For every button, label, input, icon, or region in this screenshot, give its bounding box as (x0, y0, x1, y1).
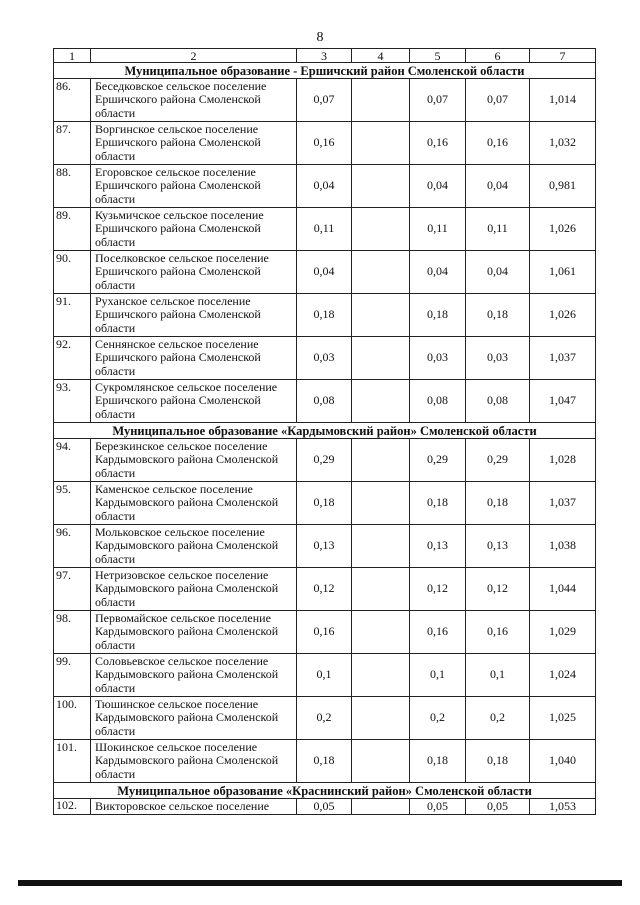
value-col7: 1,038 (530, 525, 596, 568)
value-col5: 0,18 (410, 482, 466, 525)
value-col3: 0,07 (297, 79, 352, 122)
settlement-name: Беседковское сельское поселение Ершичского района Смоленской области (91, 79, 297, 122)
value-col3: 0,2 (297, 697, 352, 740)
settlement-name: Сеннянское сельское поселение Ершичского района Смоленской области (91, 337, 297, 380)
column-number: 6 (466, 49, 530, 63)
value-col7: 1,026 (530, 294, 596, 337)
value-col5: 0,29 (410, 439, 466, 482)
value-col7: 1,040 (530, 740, 596, 783)
row-number: 101. (54, 740, 91, 783)
value-col4 (352, 654, 410, 697)
column-number: 2 (91, 49, 297, 63)
value-col6: 0,04 (466, 165, 530, 208)
value-col6: 0,05 (466, 799, 530, 815)
value-col7: 1,024 (530, 654, 596, 697)
section-header-row (54, 783, 596, 799)
value-col4 (352, 79, 410, 122)
value-col3: 0,18 (297, 294, 352, 337)
table-row (54, 654, 596, 697)
value-col5: 0,04 (410, 251, 466, 294)
settlement-name: Березкинское сельское поселение Кардымовского района Смоленской области (91, 439, 297, 482)
table-row (54, 208, 596, 251)
value-col3: 0,05 (297, 799, 352, 815)
value-col7: 1,053 (530, 799, 596, 815)
value-col3: 0,13 (297, 525, 352, 568)
section-title: Муниципальное образование - Ершичский район Смоленской области (54, 63, 596, 79)
table-row (54, 294, 596, 337)
value-col5: 0,16 (410, 122, 466, 165)
row-number: 93. (54, 380, 91, 423)
value-col5: 0,12 (410, 568, 466, 611)
settlement-name: Руханское сельское поселение Ершичского района Смоленской области (91, 294, 297, 337)
settlement-name: Поселковское сельское поселение Ершичского района Смоленской области (91, 251, 297, 294)
table-row (54, 165, 596, 208)
settlement-name: Воргинское сельское поселение Ершичского района Смоленской области (91, 122, 297, 165)
row-number: 99. (54, 654, 91, 697)
value-col7: 1,014 (530, 79, 596, 122)
value-col5: 0,18 (410, 740, 466, 783)
row-number: 90. (54, 251, 91, 294)
table-row (54, 337, 596, 380)
value-col6: 0,08 (466, 380, 530, 423)
value-col5: 0,18 (410, 294, 466, 337)
column-number: 5 (410, 49, 466, 63)
value-col4 (352, 165, 410, 208)
value-col4 (352, 294, 410, 337)
row-number: 98. (54, 611, 91, 654)
value-col6: 0,11 (466, 208, 530, 251)
value-col5: 0,07 (410, 79, 466, 122)
table-row (54, 740, 596, 783)
value-col6: 0,18 (466, 740, 530, 783)
value-col3: 0,03 (297, 337, 352, 380)
row-number: 87. (54, 122, 91, 165)
value-col7: 1,026 (530, 208, 596, 251)
settlement-name: Каменское сельское поселение Кардымовского района Смоленской области (91, 482, 297, 525)
value-col4 (352, 337, 410, 380)
section-header-row (54, 63, 596, 79)
settlements-table (53, 48, 596, 815)
section-title: Муниципальное образование «Краснинский район» Смоленской области (54, 783, 596, 799)
settlement-name: Викторовское сельское поселение (91, 799, 297, 815)
table-row (54, 799, 596, 815)
value-col4 (352, 208, 410, 251)
settlement-name: Кузьмичское сельское поселение Ершичского района Смоленской области (91, 208, 297, 251)
row-number: 92. (54, 337, 91, 380)
value-col3: 0,18 (297, 740, 352, 783)
column-number-row (54, 49, 596, 63)
value-col6: 0,18 (466, 482, 530, 525)
value-col7: 1,028 (530, 439, 596, 482)
value-col4 (352, 525, 410, 568)
row-number: 88. (54, 165, 91, 208)
value-col5: 0,1 (410, 654, 466, 697)
value-col3: 0,16 (297, 122, 352, 165)
value-col7: 1,032 (530, 122, 596, 165)
value-col6: 0,1 (466, 654, 530, 697)
value-col6: 0,16 (466, 611, 530, 654)
value-col4 (352, 697, 410, 740)
table-row (54, 79, 596, 122)
value-col6: 0,18 (466, 294, 530, 337)
value-col6: 0,29 (466, 439, 530, 482)
value-col3: 0,16 (297, 611, 352, 654)
value-col5: 0,16 (410, 611, 466, 654)
table-row (54, 122, 596, 165)
row-number: 96. (54, 525, 91, 568)
section-header-row (54, 423, 596, 439)
table-row (54, 568, 596, 611)
value-col3: 0,04 (297, 165, 352, 208)
settlement-name: Первомайское сельское поселение Кардымовского района Смоленской области (91, 611, 297, 654)
table-row (54, 482, 596, 525)
value-col7: 1,061 (530, 251, 596, 294)
column-number: 7 (530, 49, 596, 63)
value-col4 (352, 380, 410, 423)
value-col7: 1,029 (530, 611, 596, 654)
column-number: 4 (352, 49, 410, 63)
section-title: Муниципальное образование «Кардымовский район» Смоленской области (54, 423, 596, 439)
table-body (54, 49, 596, 815)
row-number: 89. (54, 208, 91, 251)
value-col7: 1,025 (530, 697, 596, 740)
settlement-name: Сукромлянское сельское поселение Ершичского района Смоленской области (91, 380, 297, 423)
row-number: 102. (54, 799, 91, 815)
settlement-name: Шокинское сельское поселение Кардымовского района Смоленской области (91, 740, 297, 783)
value-col4 (352, 122, 410, 165)
value-col6: 0,12 (466, 568, 530, 611)
value-col4 (352, 568, 410, 611)
value-col7: 1,037 (530, 482, 596, 525)
value-col5: 0,03 (410, 337, 466, 380)
value-col6: 0,2 (466, 697, 530, 740)
value-col6: 0,03 (466, 337, 530, 380)
value-col5: 0,13 (410, 525, 466, 568)
settlement-name: Егоровское сельское поселение Ершичского района Смоленской области (91, 165, 297, 208)
value-col3: 0,08 (297, 380, 352, 423)
value-col6: 0,07 (466, 79, 530, 122)
row-number: 86. (54, 79, 91, 122)
table-row (54, 697, 596, 740)
settlement-name: Нетризовское сельское поселение Кардымовского района Смоленской области (91, 568, 297, 611)
value-col3: 0,11 (297, 208, 352, 251)
value-col6: 0,04 (466, 251, 530, 294)
value-col7: 1,047 (530, 380, 596, 423)
table-row (54, 525, 596, 568)
value-col4 (352, 799, 410, 815)
table-row (54, 439, 596, 482)
table-row (54, 611, 596, 654)
value-col4 (352, 740, 410, 783)
value-col3: 0,04 (297, 251, 352, 294)
value-col4 (352, 611, 410, 654)
value-col7: 0,981 (530, 165, 596, 208)
value-col6: 0,13 (466, 525, 530, 568)
value-col5: 0,2 (410, 697, 466, 740)
column-number: 3 (297, 49, 352, 63)
value-col3: 0,1 (297, 654, 352, 697)
settlement-name: Соловьевское сельское поселение Кардымовского района Смоленской области (91, 654, 297, 697)
row-number: 91. (54, 294, 91, 337)
value-col5: 0,11 (410, 208, 466, 251)
row-number: 100. (54, 697, 91, 740)
row-number: 97. (54, 568, 91, 611)
value-col7: 1,037 (530, 337, 596, 380)
value-col3: 0,12 (297, 568, 352, 611)
value-col5: 0,05 (410, 799, 466, 815)
value-col3: 0,29 (297, 439, 352, 482)
column-number: 1 (54, 49, 91, 63)
page-number: 8 (316, 30, 324, 45)
value-col7: 1,044 (530, 568, 596, 611)
row-number: 94. (54, 439, 91, 482)
value-col3: 0,18 (297, 482, 352, 525)
row-number: 95. (54, 482, 91, 525)
table-row (54, 380, 596, 423)
table-row (54, 251, 596, 294)
bottom-scan-border (18, 880, 622, 886)
value-col6: 0,16 (466, 122, 530, 165)
settlement-name: Тюшинское сельское поселение Кардымовского района Смоленской области (91, 697, 297, 740)
settlement-name: Мольковское сельское поселение Кардымовского района Смоленской области (91, 525, 297, 568)
value-col4 (352, 482, 410, 525)
value-col5: 0,08 (410, 380, 466, 423)
value-col4 (352, 251, 410, 294)
value-col5: 0,04 (410, 165, 466, 208)
value-col4 (352, 439, 410, 482)
